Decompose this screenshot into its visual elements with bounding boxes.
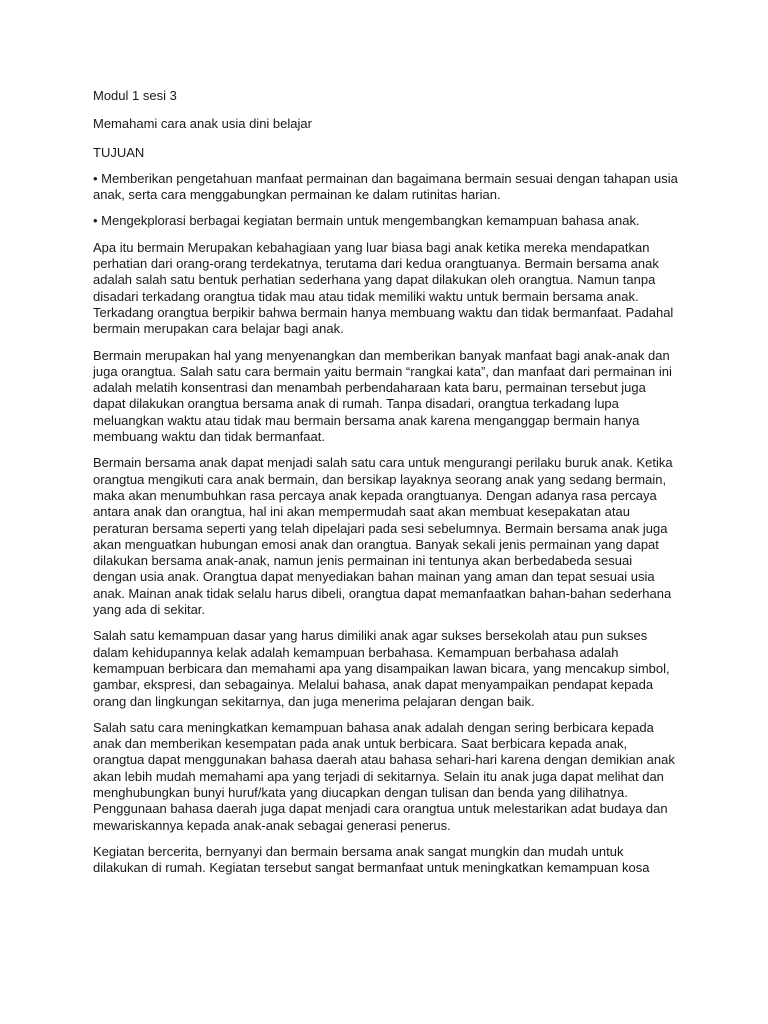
- bullet-item: • Mengekplorasi berbagai kegiatan bermain untuk mengembangkan kemampuan bahasa anak.: [93, 213, 640, 229]
- paragraph: Salah satu kemampuan dasar yang harus dimiliki anak agar sukses bersekolah atau pun sukses dalam kehidupannya kelak adalah kemampuan berbahasa. Kemampuan berbahasa adalah kemampuan berbicara dan memahami apa yang disampaikan lawan bicara, yang mencakup simbol, gambar, ekspresi, dan sebagainya. Melalui bahasa, anak dapat menyampaikan pendapat kepada orang dan lingkungan sekitarnya, dan juga menerima pelajaran dengan baik.: [93, 628, 670, 709]
- paragraph: Kegiatan bercerita, bernyanyi dan bermain bersama anak sangat mungkin dan mudah untuk dilakukan di rumah. Kegiatan tersebut sangat bermanfaat untuk meningkatkan kemampuan kosa: [93, 843, 650, 876]
- bullet-item: • Memberikan pengetahuan manfaat permainan dan bagaimana bermain sesuai dengan tahapan usia anak, serta cara menggabungkan permainan ke dalam rutinitas harian.: [93, 170, 678, 203]
- document-subtitle: Memahami cara anak usia dini belajar: [93, 116, 312, 132]
- paragraph: Apa itu bermain Merupakan kebahagiaan yang luar biasa bagi anak ketika mereka mendapatkan perhatian dari orang-orang terdekatnya, terutama dari kedua orangtuanya. Bermain bersama anak adalah salah satu bentuk perhatian sederhana yang dapat dilakukan oleh orangtua. Namun tanpa disadari terkadang orangtua tidak mau atau tidak memiliki waktu untuk bermain bersama anak. Terkadang orangtua berpikir bahwa bermain hanya membuang waktu dan tidak bermanfaat. Padahal bermain merupakan cara belajar bagi anak.: [93, 239, 674, 337]
- paragraph: Salah satu cara meningkatkan kemampuan bahasa anak adalah dengan sering berbicara kepada anak dan memberikan kesempatan pada anak untuk berbicara. Saat berbicara kepada anak, orangtua dapat menggunakan bahasa daerah atau bahasa sehari-hari karena dengan demikian anak akan lebih mudah memahami apa yang terjadi di sekitarnya. Selain itu anak juga dapat melihat dan menghubungkan bunyi huruf/kata yang diucapkan dengan tulisan dan benda yang dilihatnya. Penggunaan bahasa daerah juga dapat menjadi cara orangtua untuk melestarikan adat budaya dan mewariskannya kepada anak-anak sebagai generasi penerus.: [93, 719, 675, 833]
- document-title: Modul 1 sesi 3: [93, 88, 177, 103]
- paragraph: Bermain merupakan hal yang menyenangkan dan memberikan banyak manfaat bagi anak-anak dan juga orangtua. Salah satu cara bermain yaitu bermain “rangkai kata”, dan manfaat dari permainan ini adalah melatih konsentrasi dan menambah perbendaharaan kata baru, permainan tersebut juga dapat dilakukan orangtua bersama anak di rumah. Tanpa disadari, orangtua terkadang lupa meluangkan waktu atau tidak mau bermain bersama anak karena menganggap bermain hanya membuang waktu dan tidak bermanfaat.: [93, 347, 672, 445]
- document-page: [93, 88, 679, 886]
- section-heading-tujuan: TUJUAN: [93, 144, 145, 160]
- paragraph: Bermain bersama anak dapat menjadi salah satu cara untuk mengurangi perilaku buruk anak. Ketika orangtua mengikuti cara anak bermain, dan bersikap layaknya seorang anak yang sedang bermain, maka akan menumbuhkan rasa percaya anak kepada orangtuanya. Dengan adanya rasa percaya antara anak dan orangtua, hal ini akan mempermudah saat akan membuat kesepakatan atau peraturan bersama seperti yang telah dipelajari pada sesi sebelumnya. Bermain bersama anak juga akan menguatkan hubungan emosi anak dan orangtua. Banyak sekali jenis permainan yang dapat dilakukan bersama anak-anak, namun jenis permainan ini tentunya akan berbedabeda sesuai dengan usia anak. Orangtua dapat menyediakan bahan mainan yang aman dan tepat sesuai usia anak. Mainan anak tidak selalu harus dibeli, orangtua dapat memanfaatkan bahan-bahan sederhana yang ada di sekitar.: [93, 455, 673, 618]
